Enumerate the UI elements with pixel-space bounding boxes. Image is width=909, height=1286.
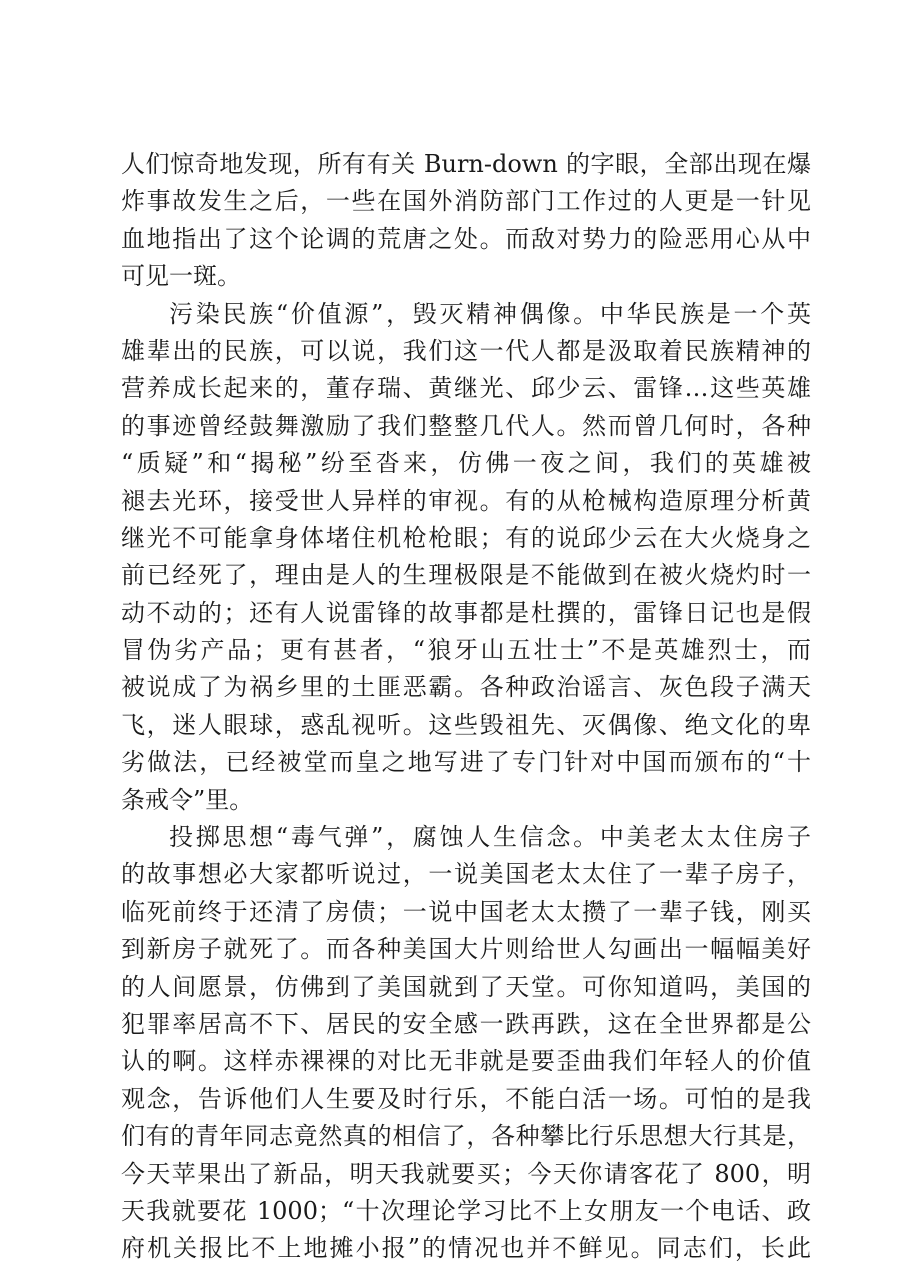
text-line: 被说成了为祸乡里的土匪恶霸。各种政治谣言、灰色段子满天 xyxy=(121,673,811,702)
text-line: 雄辈出的民族，可以说，我们这一代人都是汲取着民族精神的 xyxy=(121,336,811,365)
text-line: 可见一斑。 xyxy=(121,262,241,291)
text-line: 动不动的；还有人说雷锋的故事都是杜撰的，雷锋日记也是假 xyxy=(121,598,811,627)
text-line: 的人间愿景，仿佛到了美国就到了天堂。可你知道吗，美国的 xyxy=(121,972,811,1001)
paragraph-first-line: 污染民族“价值源”，毁灭精神偶像。中华民族是一个英 xyxy=(169,299,811,328)
text-line: 的故事想必大家都听说过，一说美国老太太住了一辈子房子， xyxy=(121,860,811,889)
text-line: 们有的青年同志竟然真的相信了，各种攀比行乐思想大行其是， xyxy=(121,1122,811,1151)
text-line: 临死前终于还清了房债；一说中国老太太攒了一辈子钱，刚买 xyxy=(121,897,811,926)
text-line: 到新房子就死了。而各种美国大片则给世人勾画出一幅幅美好 xyxy=(121,935,811,964)
text-line: 营养成长起来的，董存瑞、黄继光、邱少云、雷锋…这些英雄 xyxy=(121,374,811,403)
text-line: 人们惊奇地发现，所有有关 Burn-down 的字眼，全部出现在爆 xyxy=(121,150,811,178)
body-text xyxy=(121,146,811,1268)
text-line: 继光不可能拿身体堵住机枪枪眼；有的说邱少云在大火烧身之 xyxy=(121,523,811,552)
text-line: 炸事故发生之后，一些在国外消防部门工作过的人更是一针见 xyxy=(121,187,811,216)
text-line: 认的啊。这样赤裸裸的对比无非就是要歪曲我们年轻人的价值 xyxy=(121,1047,811,1076)
text-line: 天我就要花 1000；“十次理论学习比不上女朋友一个电话、政 xyxy=(121,1196,811,1225)
text-line: 今天苹果出了新品，明天我就要买；今天你请客花了 800，明 xyxy=(121,1159,811,1188)
paragraph-first-line: 投掷思想“毒气弹”，腐蚀人生信念。中美老太太住房子 xyxy=(169,823,811,852)
text-line: 血地指出了这个论调的荒唐之处。而敌对势力的险恶用心从中 xyxy=(121,224,811,253)
text-line: 犯罪率居高不下、居民的安全感一跌再跌，这在全世界都是公 xyxy=(121,1009,811,1038)
text-line: 飞，迷人眼球，惑乱视听。这些毁祖先、灭偶像、绝文化的卑 xyxy=(121,710,811,739)
text-line: 观念，告诉他们人生要及时行乐，不能白活一场。可怕的是我 xyxy=(121,1084,811,1113)
text-line: “质疑”和“揭秘”纷至沓来，仿佛一夜之间，我们的英雄被 xyxy=(121,449,811,478)
text-line: 府机关报比不上地摊小报”的情况也并不鲜见。同志们，长此 xyxy=(121,1234,811,1263)
text-line: 的事迹曾经鼓舞激励了我们整整几代人。然而曾几何时，各种 xyxy=(121,411,811,440)
text-line: 冒伪劣产品；更有甚者，“狼牙山五壮士”不是英雄烈士，而 xyxy=(121,636,811,665)
text-line: 前已经死了，理由是人的生理极限是不能做到在被火烧灼时一 xyxy=(121,561,811,590)
text-line: 条戒令”里。 xyxy=(121,785,254,814)
text-line: 褪去光环，接受世人异样的审视。有的从枪械构造原理分析黄 xyxy=(121,486,811,515)
text-line: 劣做法，已经被堂而皇之地写进了专门针对中国而颁布的“十 xyxy=(121,748,811,777)
